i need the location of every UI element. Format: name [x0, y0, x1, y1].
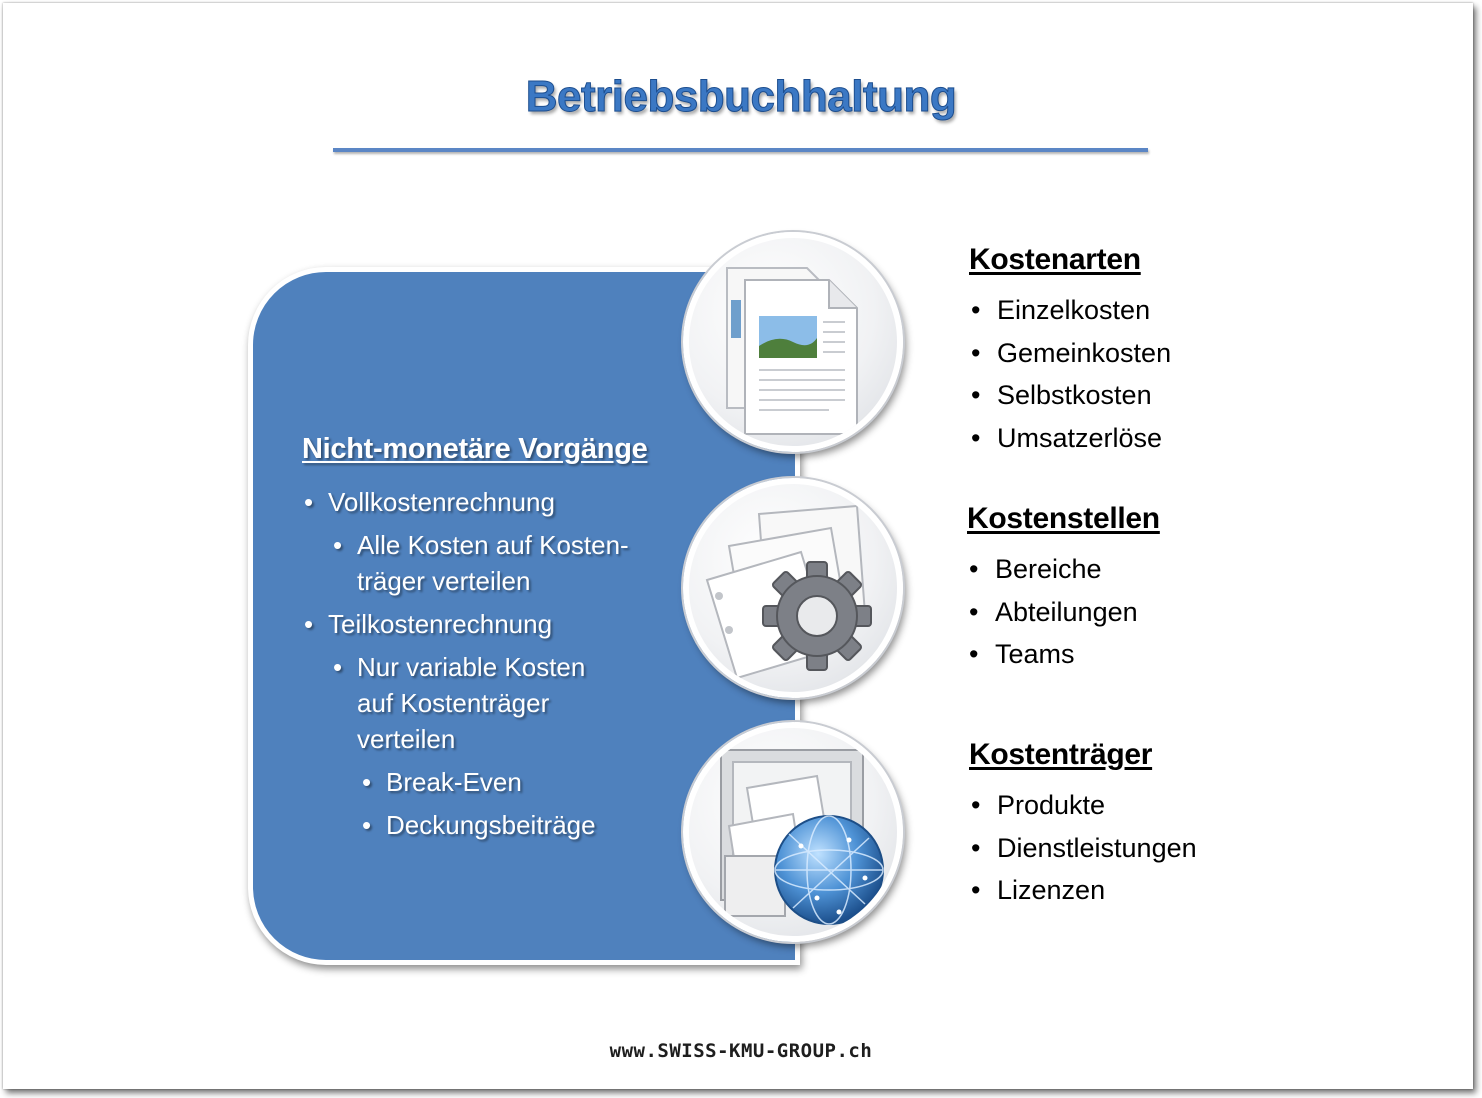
documents-globe-icon [683, 722, 903, 942]
list-item: • Einzelkosten [969, 293, 1171, 328]
section-kostenstellen [967, 502, 1160, 680]
list-item: • Produkte [969, 788, 1197, 823]
section-kostenarten [969, 243, 1171, 463]
list-item: • Lizenzen [969, 873, 1197, 908]
documents-gear-icon [683, 478, 903, 698]
page-title: Betriebsbuchhaltung [525, 72, 957, 121]
title-divider [333, 148, 1148, 152]
bullet-nur-variable-kosten: • Nur variable Kosten auf Kostenträger verteilen [302, 649, 627, 757]
list-item: • Teams [967, 637, 1160, 672]
bullet-deckungsbeitraege: • Deckungsbeiträge [302, 807, 702, 843]
bullet-alle-kosten: • Alle Kosten auf Kosten-träger verteilen [302, 527, 667, 599]
list-item: • Umsatzerlöse [969, 421, 1171, 456]
section-kostentraeger [969, 738, 1197, 916]
list-item: • Selbstkosten [969, 378, 1171, 413]
panel-content [302, 433, 702, 850]
list-item: • Gemeinkosten [969, 336, 1171, 371]
documents-icon [683, 232, 903, 452]
bullet-break-even: • Break-Even [302, 764, 702, 800]
bullet-vollkostenrechnung: • Vollkostenrechnung [302, 484, 702, 520]
footer-url: www.SWISS-KMU-GROUP.ch [609, 1040, 873, 1062]
list-item: • Bereiche [967, 552, 1160, 587]
list-item: • Abteilungen [967, 595, 1160, 630]
section-heading: Kostenstellen [967, 502, 1160, 535]
section-heading: Kostenarten [969, 243, 1141, 276]
panel-heading: Nicht-monetäre Vorgänge [302, 433, 648, 465]
section-heading: Kostenträger [969, 738, 1153, 771]
bullet-teilkostenrechnung: • Teilkostenrechnung [302, 606, 702, 642]
list-item: • Dienstleistungen [969, 831, 1197, 866]
